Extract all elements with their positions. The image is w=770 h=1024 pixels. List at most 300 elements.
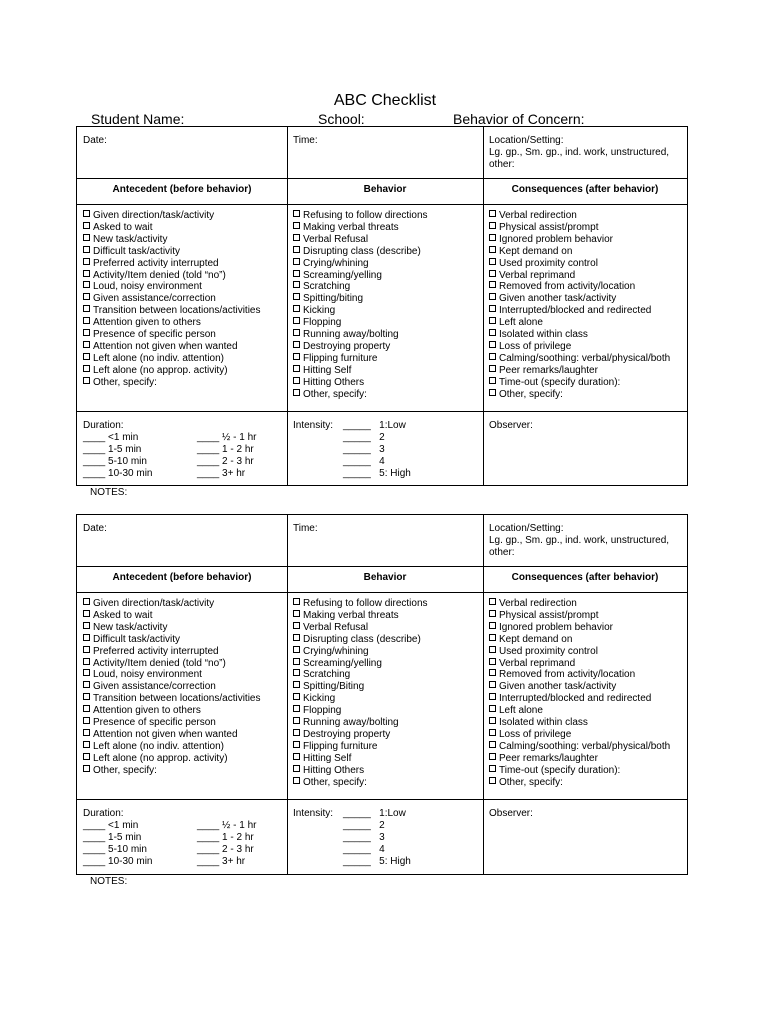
behavior-item-label: Refusing to follow directions xyxy=(303,598,428,609)
antecedent-item-label: Left alone (no indiv. attention) xyxy=(93,352,225,364)
consequence-item[interactable] xyxy=(489,270,670,282)
checkbox-icon[interactable] xyxy=(489,598,496,605)
checkbox-icon[interactable] xyxy=(489,246,496,253)
duration-label: Duration: xyxy=(83,420,124,431)
consequence-item[interactable] xyxy=(489,658,670,670)
checkbox-icon[interactable] xyxy=(293,729,300,736)
checkbox-icon[interactable] xyxy=(489,222,496,229)
antecedent-item[interactable] xyxy=(83,658,261,670)
duration-option[interactable]: ____ 3+ hr xyxy=(197,855,246,867)
checkbox-icon[interactable] xyxy=(83,317,90,324)
antecedent-list xyxy=(83,210,261,389)
antecedent-item-label: Left alone (no approp. activity) xyxy=(93,752,228,764)
checkbox-icon[interactable] xyxy=(293,610,300,617)
duration-option[interactable]: ____ 1 - 2 hr xyxy=(197,831,254,843)
antecedent-item-label: Activity/Item denied (told “no”) xyxy=(93,269,226,281)
consequence-item[interactable] xyxy=(489,329,670,341)
antecedent-item[interactable] xyxy=(83,669,261,681)
behavior-item[interactable] xyxy=(293,389,428,401)
checkbox-icon[interactable] xyxy=(83,693,90,700)
antecedent-item[interactable] xyxy=(83,210,261,222)
duration-option[interactable]: ____ 2 - 3 hr xyxy=(197,843,254,855)
checkbox-icon[interactable] xyxy=(489,765,496,772)
consequence-item-label: Verbal redirection xyxy=(499,598,577,609)
antecedent-item[interactable] xyxy=(83,377,261,389)
behavior-item-label: Verbal Refusal xyxy=(303,621,369,633)
consequence-item[interactable] xyxy=(489,681,670,693)
antecedent-list xyxy=(83,598,261,777)
consequence-item-label: Loss of privilege xyxy=(499,728,572,740)
checkbox-icon[interactable] xyxy=(489,341,496,348)
checkbox-icon[interactable] xyxy=(489,317,496,324)
column-divider xyxy=(483,127,484,485)
checkbox-icon[interactable] xyxy=(293,365,300,372)
behavior-item[interactable] xyxy=(293,270,428,282)
consequence-item[interactable] xyxy=(489,598,670,610)
checkbox-icon[interactable] xyxy=(83,353,90,360)
location-label: Location/Setting: xyxy=(489,523,564,534)
behavior-item-label: Screaming/yelling xyxy=(303,657,382,669)
behavior-list xyxy=(293,210,428,401)
consequence-item-label: Ignored problem behavior xyxy=(499,233,613,245)
antecedent-item-label: Difficult task/activity xyxy=(93,633,181,645)
intensity-option[interactable]: _____ 1:Low xyxy=(343,808,406,819)
duration-option[interactable]: ____ 5-10 min xyxy=(83,843,147,855)
consequence-item[interactable] xyxy=(489,729,670,741)
duration-option[interactable]: ____ <1 min xyxy=(83,819,139,831)
antecedent-item[interactable] xyxy=(83,729,261,741)
checkbox-icon[interactable] xyxy=(83,234,90,241)
checkbox-icon[interactable] xyxy=(83,305,90,312)
behavior-item[interactable] xyxy=(293,234,428,246)
behavior-item[interactable] xyxy=(293,777,428,789)
location-options-other: other: xyxy=(489,546,515,558)
antecedent-item-label: Preferred activity interrupted xyxy=(93,645,219,657)
checkbox-icon[interactable] xyxy=(489,622,496,629)
consequence-item-label: Interrupted/blocked and redirected xyxy=(499,305,652,317)
checkbox-icon[interactable] xyxy=(83,210,90,217)
behavior-item-label: Destroying property xyxy=(303,340,391,352)
antecedent-item-label: Activity/Item denied (told “no”) xyxy=(93,657,226,669)
checkbox-icon[interactable] xyxy=(293,705,300,712)
antecedent-item[interactable] xyxy=(83,634,261,646)
consequence-item-label: Other, specify: xyxy=(499,388,563,400)
behavior-item-label: Refusing to follow directions xyxy=(303,210,428,221)
checkbox-icon[interactable] xyxy=(83,270,90,277)
date-label: Date: xyxy=(83,135,107,146)
behavior-item[interactable] xyxy=(293,317,428,329)
antecedent-item[interactable] xyxy=(83,741,261,753)
checkbox-icon[interactable] xyxy=(489,305,496,312)
checkbox-icon[interactable] xyxy=(83,717,90,724)
checkbox-icon[interactable] xyxy=(489,634,496,641)
intensity-scale xyxy=(343,420,411,480)
checkbox-icon[interactable] xyxy=(293,741,300,748)
school-label: School: xyxy=(318,111,365,127)
antecedent-item-label: Difficult task/activity xyxy=(93,245,181,257)
notes-label-1: NOTES: xyxy=(90,487,128,498)
intensity-option[interactable]: _____ 3 xyxy=(343,831,385,843)
consequence-item[interactable] xyxy=(489,222,670,234)
behavior-item[interactable] xyxy=(293,258,428,270)
checkbox-icon[interactable] xyxy=(489,329,496,336)
behavior-item[interactable] xyxy=(293,634,428,646)
duration-option[interactable]: ____ ½ - 1 hr xyxy=(197,820,257,831)
behavior-item[interactable] xyxy=(293,669,428,681)
intensity-option[interactable]: _____ 3 xyxy=(343,443,385,455)
checkbox-icon[interactable] xyxy=(293,622,300,629)
checkbox-icon[interactable] xyxy=(83,729,90,736)
intensity-option[interactable]: _____ 1:Low xyxy=(343,420,406,431)
checkbox-icon[interactable] xyxy=(83,765,90,772)
antecedent-item[interactable] xyxy=(83,646,261,658)
checkbox-icon[interactable] xyxy=(83,681,90,688)
checkbox-icon[interactable] xyxy=(293,293,300,300)
consequence-item-label: Removed from activity/location xyxy=(499,281,636,293)
checkbox-icon[interactable] xyxy=(293,341,300,348)
consequence-item[interactable] xyxy=(489,258,670,270)
abc-form-2 xyxy=(76,514,688,875)
checkbox-icon[interactable] xyxy=(83,341,90,348)
checkbox-icon[interactable] xyxy=(83,622,90,629)
behavior-item[interactable] xyxy=(293,365,428,377)
location-options-other: other: xyxy=(489,158,515,170)
checkbox-icon[interactable] xyxy=(489,693,496,700)
behavior-item[interactable] xyxy=(293,281,428,293)
checkbox-icon[interactable] xyxy=(83,646,90,653)
antecedent-item[interactable] xyxy=(83,598,261,610)
consequence-item[interactable] xyxy=(489,693,670,705)
checkbox-icon[interactable] xyxy=(83,658,90,665)
rule-after-info xyxy=(77,178,687,179)
consequence-item[interactable] xyxy=(489,377,670,389)
consequence-item[interactable] xyxy=(489,717,670,729)
behavior-item[interactable] xyxy=(293,717,428,729)
behavior-item-label: Crying/whining xyxy=(303,257,369,269)
checkbox-icon[interactable] xyxy=(83,222,90,229)
behavior-item[interactable] xyxy=(293,305,428,317)
checkbox-icon[interactable] xyxy=(83,377,90,384)
antecedent-item-label: Attention not given when wanted xyxy=(93,728,238,740)
consequence-item[interactable] xyxy=(489,610,670,622)
checkbox-icon[interactable] xyxy=(489,610,496,617)
antecedent-item-label: Left alone (no approp. activity) xyxy=(93,364,228,376)
consequence-item-label: Left alone xyxy=(499,317,543,329)
checkbox-icon[interactable] xyxy=(293,658,300,665)
consequence-item[interactable] xyxy=(489,389,670,401)
antecedent-item[interactable] xyxy=(83,317,261,329)
checkbox-icon[interactable] xyxy=(489,258,496,265)
behavior-item[interactable] xyxy=(293,753,428,765)
checkbox-icon[interactable] xyxy=(489,270,496,277)
behavior-item-label: Spitting/Biting xyxy=(303,681,365,693)
checkbox-icon[interactable] xyxy=(293,222,300,229)
consequence-item[interactable] xyxy=(489,281,670,293)
antecedent-item[interactable] xyxy=(83,353,261,365)
rule-after-checklist xyxy=(77,411,687,412)
consequence-item[interactable] xyxy=(489,353,670,365)
checkbox-icon[interactable] xyxy=(489,353,496,360)
antecedent-item[interactable] xyxy=(83,258,261,270)
antecedent-item[interactable] xyxy=(83,305,261,317)
antecedent-item[interactable] xyxy=(83,753,261,765)
behavior-item[interactable] xyxy=(293,681,428,693)
checkbox-icon[interactable] xyxy=(293,765,300,772)
checkbox-icon[interactable] xyxy=(489,681,496,688)
consequence-item[interactable] xyxy=(489,705,670,717)
consequence-item-label: Physical assist/prompt xyxy=(499,609,599,621)
duration-hours-block xyxy=(197,820,256,868)
consequence-item[interactable] xyxy=(489,669,670,681)
checkbox-icon[interactable] xyxy=(293,598,300,605)
behavior-item-label: Hitting Self xyxy=(303,364,352,376)
duration-block xyxy=(83,420,153,480)
behavior-item-label: Other, specify: xyxy=(303,776,367,788)
checkbox-icon[interactable] xyxy=(489,777,496,784)
checkbox-icon[interactable] xyxy=(489,234,496,241)
antecedent-item-label: Given assistance/correction xyxy=(93,681,216,693)
behavior-item-label: Disrupting class (describe) xyxy=(303,245,421,257)
checkbox-icon[interactable] xyxy=(293,270,300,277)
abc-form-1 xyxy=(76,126,688,486)
rule-after-info xyxy=(77,566,687,567)
checkbox-icon[interactable] xyxy=(293,777,300,784)
column-divider xyxy=(483,515,484,874)
checkbox-icon[interactable] xyxy=(489,729,496,736)
antecedent-item[interactable] xyxy=(83,765,261,777)
behavior-item-label: Scratching xyxy=(303,669,351,681)
consequence-item[interactable] xyxy=(489,765,670,777)
checkbox-icon[interactable] xyxy=(489,658,496,665)
checkbox-icon[interactable] xyxy=(293,377,300,384)
consequence-item-label: Used proximity control xyxy=(499,645,598,657)
behavior-item[interactable] xyxy=(293,658,428,670)
antecedent-item-label: Loud, noisy environment xyxy=(93,281,202,293)
behavior-item[interactable] xyxy=(293,622,428,634)
consequence-item-label: Isolated within class xyxy=(499,717,588,729)
checkbox-icon[interactable] xyxy=(489,705,496,712)
checkbox-icon[interactable] xyxy=(489,210,496,217)
antecedent-item-label: New task/activity xyxy=(93,233,168,245)
checkbox-icon[interactable] xyxy=(293,329,300,336)
behavior-item[interactable] xyxy=(293,729,428,741)
duration-block xyxy=(83,808,153,868)
consequence-item[interactable] xyxy=(489,210,670,222)
behavior-item[interactable] xyxy=(293,222,428,234)
checkbox-icon[interactable] xyxy=(293,281,300,288)
checkbox-icon[interactable] xyxy=(293,669,300,676)
duration-option[interactable]: ____ 10-30 min xyxy=(83,855,153,867)
consequence-item[interactable] xyxy=(489,365,670,377)
checkbox-icon[interactable] xyxy=(83,705,90,712)
checkbox-icon[interactable] xyxy=(83,293,90,300)
consequence-item[interactable] xyxy=(489,305,670,317)
behavior-item[interactable] xyxy=(293,598,428,610)
checkbox-icon[interactable] xyxy=(489,741,496,748)
checkbox-icon[interactable] xyxy=(293,246,300,253)
checkbox-icon[interactable] xyxy=(489,669,496,676)
antecedent-item-label: Other, specify: xyxy=(93,764,157,776)
consequence-item[interactable] xyxy=(489,634,670,646)
consequence-item-label: Peer remarks/laughter xyxy=(499,364,598,376)
antecedent-item-label: Presence of specific person xyxy=(93,329,216,341)
duration-option[interactable]: ____ <1 min xyxy=(83,431,139,443)
page-title: ABC Checklist xyxy=(333,92,437,109)
checkbox-icon[interactable] xyxy=(293,389,300,396)
behavior-item[interactable] xyxy=(293,610,428,622)
checkbox-icon[interactable] xyxy=(83,669,90,676)
behavior-item[interactable] xyxy=(293,246,428,258)
consequence-item-label: Verbal reprimand xyxy=(499,657,576,669)
antecedent-item[interactable] xyxy=(83,705,261,717)
behavior-item[interactable] xyxy=(293,329,428,341)
intensity-option[interactable]: _____ 4 xyxy=(343,843,385,855)
antecedent-item[interactable] xyxy=(83,246,261,258)
checkbox-icon[interactable] xyxy=(83,258,90,265)
antecedent-item[interactable] xyxy=(83,293,261,305)
consequence-item[interactable] xyxy=(489,646,670,658)
behavior-item-label: Kicking xyxy=(303,693,336,705)
checkbox-icon[interactable] xyxy=(489,717,496,724)
checkbox-icon[interactable] xyxy=(293,634,300,641)
checkbox-icon[interactable] xyxy=(83,246,90,253)
antecedent-item[interactable] xyxy=(83,693,261,705)
antecedent-item[interactable] xyxy=(83,622,261,634)
consequence-item-label: Kept demand on xyxy=(499,245,573,257)
duration-option[interactable]: ____ 1-5 min xyxy=(83,443,142,455)
checkbox-icon[interactable] xyxy=(83,634,90,641)
intensity-option[interactable]: _____ 4 xyxy=(343,455,385,467)
checkbox-icon[interactable] xyxy=(489,281,496,288)
behavior-heading: Behavior xyxy=(363,184,407,195)
checkbox-icon[interactable] xyxy=(489,365,496,372)
intensity-option[interactable]: _____ 5: High xyxy=(343,467,411,479)
antecedent-item[interactable] xyxy=(83,270,261,282)
checkbox-icon[interactable] xyxy=(293,353,300,360)
consequence-item-label: Verbal redirection xyxy=(499,210,577,221)
consequence-list xyxy=(489,598,670,789)
checkbox-icon[interactable] xyxy=(489,293,496,300)
duration-option[interactable]: ____ ½ - 1 hr xyxy=(197,432,257,443)
antecedent-item[interactable] xyxy=(83,222,261,234)
checkbox-icon[interactable] xyxy=(83,753,90,760)
antecedent-item-label: New task/activity xyxy=(93,621,168,633)
antecedent-item[interactable] xyxy=(83,329,261,341)
consequence-item-label: Time-out (specify duration): xyxy=(499,376,621,388)
antecedent-item[interactable] xyxy=(83,234,261,246)
consequence-item-label: Time-out (specify duration): xyxy=(499,764,621,776)
behavior-item[interactable] xyxy=(293,741,428,753)
consequence-item[interactable] xyxy=(489,741,670,753)
intensity-option[interactable]: _____ 5: High xyxy=(343,855,411,867)
behavior-item[interactable] xyxy=(293,341,428,353)
behavior-item[interactable] xyxy=(293,377,428,389)
behavior-list xyxy=(293,598,428,789)
consequence-item[interactable] xyxy=(489,246,670,258)
duration-option[interactable]: ____ 10-30 min xyxy=(83,467,153,479)
consequence-item[interactable] xyxy=(489,341,670,353)
rule-after-headings xyxy=(77,204,687,205)
duration-option[interactable]: ____ 1-5 min xyxy=(83,831,142,843)
antecedent-item[interactable] xyxy=(83,365,261,377)
checkbox-icon[interactable] xyxy=(489,646,496,653)
checkbox-icon[interactable] xyxy=(83,281,90,288)
checkbox-icon[interactable] xyxy=(83,598,90,605)
checkbox-icon[interactable] xyxy=(293,693,300,700)
behavior-item[interactable] xyxy=(293,705,428,717)
checkbox-icon[interactable] xyxy=(293,210,300,217)
checkbox-icon[interactable] xyxy=(489,389,496,396)
consequence-item[interactable] xyxy=(489,234,670,246)
antecedent-item-label: Transition between locations/activities xyxy=(93,305,261,317)
student-name-label: Student Name: xyxy=(91,111,185,127)
antecedent-item[interactable] xyxy=(83,610,261,622)
behavior-item-label: Flopping xyxy=(303,317,342,329)
consequence-item-label: Kept demand on xyxy=(499,633,573,645)
consequence-item-label: Given another task/activity xyxy=(499,293,617,305)
behavior-item[interactable] xyxy=(293,765,428,777)
location-options: Lg. gp., Sm. gp., ind. work, unstructured, xyxy=(489,146,670,158)
behavior-item[interactable] xyxy=(293,693,428,705)
duration-option[interactable]: ____ 3+ hr xyxy=(197,467,246,479)
antecedent-item-label: Presence of specific person xyxy=(93,717,216,729)
checkbox-icon[interactable] xyxy=(293,234,300,241)
antecedent-item[interactable] xyxy=(83,341,261,353)
consequence-item[interactable] xyxy=(489,622,670,634)
duration-option[interactable]: ____ 2 - 3 hr xyxy=(197,455,254,467)
observer-label: Observer: xyxy=(489,420,533,431)
consequence-item[interactable] xyxy=(489,753,670,765)
behavior-item-label: Scratching xyxy=(303,281,351,293)
consequence-item[interactable] xyxy=(489,317,670,329)
antecedent-item-label: Given direction/task/activity xyxy=(93,210,215,221)
antecedent-item[interactable] xyxy=(83,717,261,729)
consequence-item[interactable] xyxy=(489,777,670,789)
intensity-option[interactable]: _____ 2 xyxy=(343,819,385,831)
consequence-item[interactable] xyxy=(489,293,670,305)
duration-option[interactable]: ____ 1 - 2 hr xyxy=(197,443,254,455)
checkbox-icon[interactable] xyxy=(293,258,300,265)
checkbox-icon[interactable] xyxy=(293,681,300,688)
checkbox-icon[interactable] xyxy=(293,305,300,312)
checkbox-icon[interactable] xyxy=(83,610,90,617)
checkbox-icon[interactable] xyxy=(293,317,300,324)
behavior-item[interactable] xyxy=(293,353,428,365)
behavior-item[interactable] xyxy=(293,646,428,658)
intensity-option[interactable]: _____ 2 xyxy=(343,431,385,443)
behavior-item-label: Verbal Refusal xyxy=(303,233,369,245)
rule-after-headings xyxy=(77,592,687,593)
consequence-item-label: Ignored problem behavior xyxy=(499,621,613,633)
location-setting-label xyxy=(489,523,669,559)
duration-option[interactable]: ____ 5-10 min xyxy=(83,455,147,467)
antecedent-item[interactable] xyxy=(83,281,261,293)
checkbox-icon[interactable] xyxy=(83,329,90,336)
antecedent-item-label: Loud, noisy environment xyxy=(93,669,202,681)
duration-label: Duration: xyxy=(83,808,124,819)
checkbox-icon[interactable] xyxy=(293,646,300,653)
checkbox-icon[interactable] xyxy=(489,753,496,760)
checkbox-icon[interactable] xyxy=(489,377,496,384)
behavior-item[interactable] xyxy=(293,293,428,305)
antecedent-item[interactable] xyxy=(83,681,261,693)
checkbox-icon[interactable] xyxy=(293,753,300,760)
checkbox-icon[interactable] xyxy=(83,741,90,748)
behavior-item-label: Screaming/yelling xyxy=(303,269,382,281)
behavior-item[interactable] xyxy=(293,210,428,222)
checkbox-icon[interactable] xyxy=(293,717,300,724)
checkbox-icon[interactable] xyxy=(83,365,90,372)
